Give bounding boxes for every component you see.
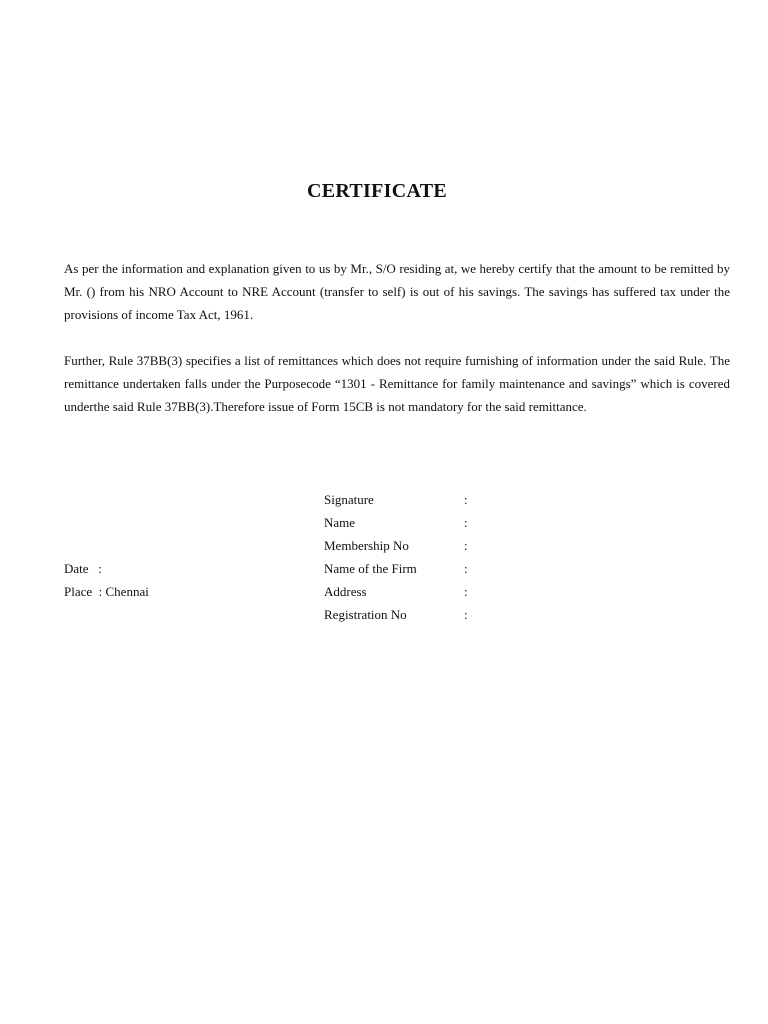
firm-name-label: Name of the Firm (324, 561, 417, 576)
signature-block (324, 488, 484, 626)
registration-no-colon: : (464, 607, 468, 622)
registration-no-row (324, 603, 484, 626)
certification-paragraph: As per the information and explanation given to us by Mr., S/O residing at, we hereby certify that the amount to be remitted by Mr. () from his NRO Account to NRE Account (transfer to self) is out of his savings. The savings has suffered tax under the provisions of income Tax Act, 1961. (64, 261, 730, 322)
name-colon: : (464, 515, 468, 530)
name-row (324, 511, 484, 534)
address-label: Address (324, 584, 367, 599)
firm-name-colon: : (464, 561, 468, 576)
certificate-title: CERTIFICATE (306, 180, 448, 202)
signature-row (324, 488, 484, 511)
address-row (324, 580, 484, 603)
name-label: Name (324, 515, 356, 530)
signature-label: Signature (324, 492, 374, 507)
membership-no-colon: : (464, 538, 468, 553)
signature-colon: : (464, 492, 468, 507)
address-colon: : (464, 584, 468, 599)
rule-paragraph: Further, Rule 37BB(3) specifies a list of remittances which does not require furnishing of information under the said Rule. The remittance undertaken falls under the Purposecode “1301 - Remittance for family maintenance and savings” which is covered underthe said Rule 37BB(3).Therefore issue of Form 15CB is not mandatory for the said remittance. (64, 353, 730, 414)
membership-no-row (324, 534, 484, 557)
membership-no-label: Membership No (324, 538, 409, 553)
date-field: Date : (64, 561, 102, 576)
place-field: Place : Chennai (64, 584, 149, 599)
registration-no-label: Registration No (324, 607, 407, 622)
date-place-block (64, 557, 149, 603)
firm-name-row (324, 557, 484, 580)
